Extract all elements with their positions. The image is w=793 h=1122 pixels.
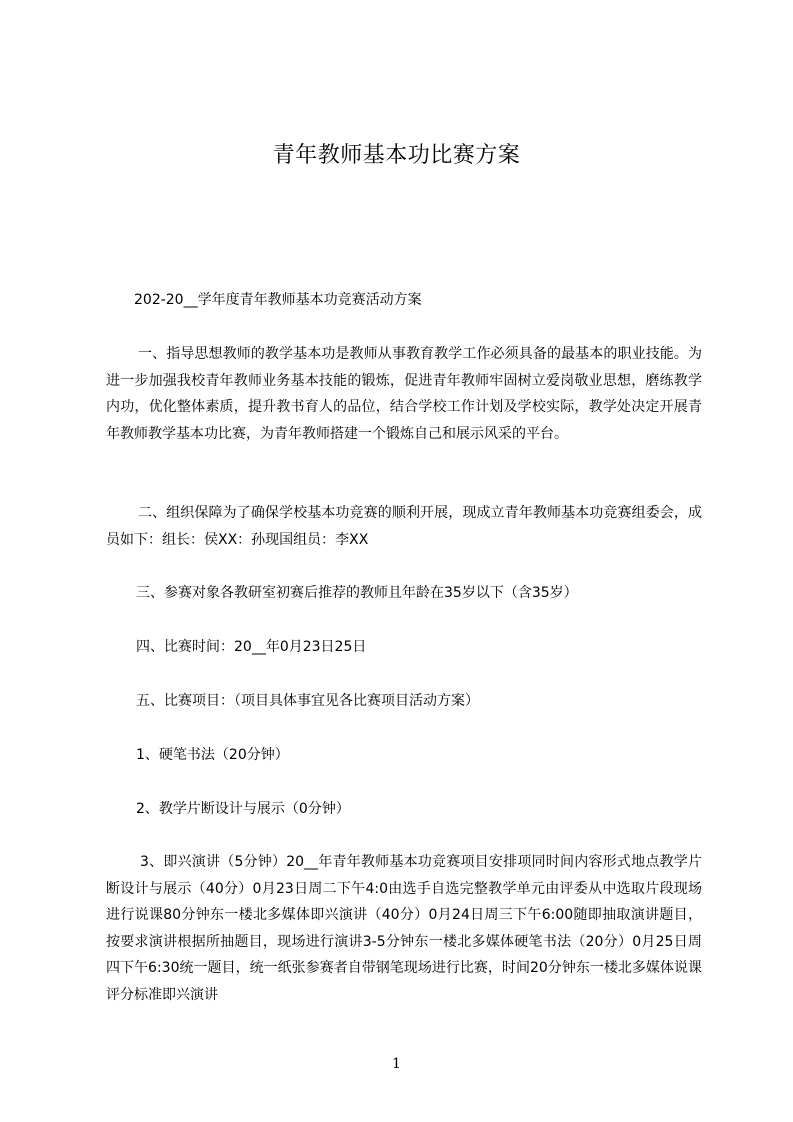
competition-time-paragraph: 四、比赛时间：20__年0月23日25日 <box>136 639 367 655</box>
guiding-ideology-paragraph: 一、指导思想教师的教学基本功是教师从事教育教学工作必须具备的最基本的职业技能。为进一步加强我校青年教师业务基本技能的锻炼，促进青年教师牢固树立爱岗敬业思想，磨练教学内功，优化整体素质，提升教书育人的品位，结合学校工作计划及学校实际，教学处决定开展青年教师教学基本功比赛，为青年教师搭建一个锻炼自己和展示风采的平台。 <box>106 346 702 442</box>
item-teaching-segment-paragraph: 2、教学片断设计与展示（0分钟） <box>136 801 350 817</box>
page-number: 1 <box>392 1056 401 1072</box>
subtitle-paragraph: 202-20__学年度青年教师基本功竞赛活动方案 <box>134 292 422 308</box>
participants-paragraph: 三、参赛对象各教研室初赛后推荐的教师且年龄在35岁以下（含35岁） <box>136 585 578 601</box>
document-title: 青年教师基本功比赛方案 <box>272 143 521 168</box>
item-speech-schedule-paragraph: 3、即兴演讲（5分钟）20__年青年教师基本功竞赛项目安排项同时间内容形式地点教学片断设计与展示（40分）0月23日周二下午4:0由选手自选完整教学单元由评委从中选取片段现场进行说课80分钟东一楼北多媒体即兴演讲（40分）0月24日周三下午6:00随即抽取演讲题目，按要求演讲根据所抽题目，现场进行演讲3-5分钟东一楼北多媒体硬笔书法（20分）0月25日周四下午6:30统一题目，统一纸张参赛者自带钢笔现场进行比赛，时间20分钟东一楼北多媒体说课评分标准即兴演讲 <box>106 854 702 1003</box>
competition-items-paragraph: 五、比赛项目：（项目具体事宜见各比赛项目活动方案） <box>136 693 479 709</box>
item-calligraphy-paragraph: 1、硬笔书法（20分钟） <box>136 747 289 763</box>
organization-paragraph: 二、组织保障为了确保学校基本功竞赛的顺利开展，现成立青年教师基本功竞赛组委会，成员如下：组长：侯XX：孙现国组员：李XX <box>106 505 702 548</box>
